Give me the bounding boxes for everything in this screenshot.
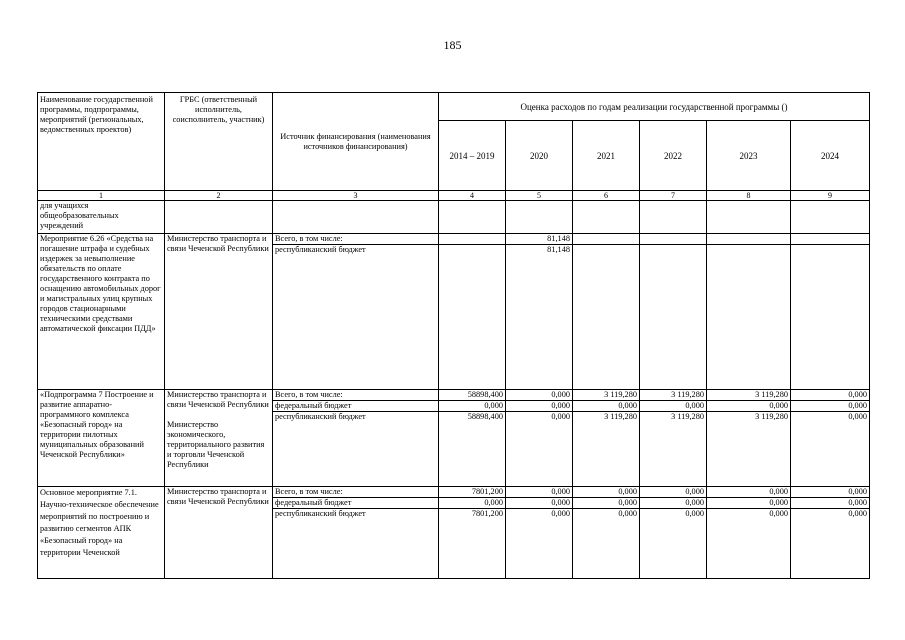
header-program-name: Наименование государственной программы, подпрограммы, мероприятий (региональных, ведомственных проектов): [38, 93, 165, 191]
value-cell: 58898,400: [439, 390, 506, 401]
row-grbs: Министерство транспорта и связи Чеченской Республики: [165, 234, 273, 390]
column-number: 5: [506, 191, 573, 201]
value-cell: 3 119,280: [640, 412, 707, 487]
value-cell: 0,000: [573, 487, 640, 498]
funding-source: Всего, в том числе:: [273, 234, 439, 245]
funding-source: федеральный бюджет: [273, 498, 439, 509]
value-cell: [640, 234, 707, 245]
value-cell: 0,000: [506, 509, 573, 579]
column-number: 3: [273, 191, 439, 201]
column-numbers-row: [38, 191, 870, 201]
value-cell: [791, 245, 870, 390]
funding-source: федеральный бюджет: [273, 401, 439, 412]
value-cell: 3 119,280: [707, 390, 791, 401]
value-cell: 0,000: [707, 401, 791, 412]
value-cell: [439, 234, 506, 245]
column-number: 2: [165, 191, 273, 201]
table-row: [38, 201, 870, 234]
value-cell: [707, 245, 791, 390]
column-number: 6: [573, 191, 640, 201]
column-number: 7: [640, 191, 707, 201]
grbs-ministry-transport: Министерство транспорта и связи Чеченской Республики: [167, 390, 269, 409]
value-cell: 81,148: [506, 245, 573, 390]
value-cell: 0,000: [791, 412, 870, 487]
header-year: 2024: [791, 121, 870, 191]
value-cell: 0,000: [506, 390, 573, 401]
value-cell: 0,000: [707, 498, 791, 509]
value-cell: 0,000: [707, 509, 791, 579]
value-cell: 3 119,280: [640, 390, 707, 401]
value-cell: 0,000: [791, 390, 870, 401]
value-cell: 0,000: [640, 498, 707, 509]
column-number: 8: [707, 191, 791, 201]
value-cell: 0,000: [640, 509, 707, 579]
funding-source: республиканский бюджет: [273, 412, 439, 487]
value-cell: 0,000: [506, 487, 573, 498]
funding-source: республиканский бюджет: [273, 509, 439, 579]
column-number: 4: [439, 191, 506, 201]
value-cell: 0,000: [439, 401, 506, 412]
header-year: 2020: [506, 121, 573, 191]
table-row: [38, 234, 870, 245]
header-expense-estimate: Оценка расходов по годам реализации государственной программы (): [439, 93, 870, 121]
value-cell: 0,000: [573, 401, 640, 412]
value-cell: 0,000: [506, 498, 573, 509]
header-year: 2023: [707, 121, 791, 191]
value-cell: [573, 234, 640, 245]
value-cell: 0,000: [640, 401, 707, 412]
grbs-ministry-economy: Министерство экономического, территориального развития и торговли Чеченской Республики: [167, 420, 265, 469]
value-cell: 0,000: [439, 498, 506, 509]
funding-source: республиканский бюджет: [273, 245, 439, 390]
row-grbs: [165, 201, 273, 234]
value-cell: 0,000: [791, 498, 870, 509]
row-name: для учащихся общеобразовательных учреждений: [38, 201, 165, 234]
row-name: Основное мероприятие 7.1. Научно-техническое обеспечение мероприятий по построению и развитию сегментов АПК «Безопасный город» на территории Чеченской: [38, 487, 165, 579]
value-cell: 0,000: [506, 412, 573, 487]
column-number: 1: [38, 191, 165, 201]
value-cell: 3 119,280: [707, 412, 791, 487]
value-cell: 0,000: [506, 401, 573, 412]
header-year: 2021: [573, 121, 640, 191]
value-cell: 3 119,280: [573, 412, 640, 487]
value-cell: 0,000: [573, 498, 640, 509]
row-name: Мероприятие 6.26 «Средства на погашение штрафа и судебных издержек за невыполнение обязательств по оплате государственного контракта по оснащению автомобильных дорог и магистральных улиц крупных городов стационарными техническими средствами автоматической фиксации ПДД»: [38, 234, 165, 390]
value-cell: 81,148: [506, 234, 573, 245]
header-funding-source: Источник финансирования (наименования источников финансирования): [273, 93, 439, 191]
row-grbs: Министерство транспорта и связи Чеченской Республики: [165, 487, 273, 579]
value-cell: [640, 245, 707, 390]
table-row: [38, 390, 870, 401]
value-cell: [573, 245, 640, 390]
column-number: 9: [791, 191, 870, 201]
header-grbs: ГРБС (ответственный исполнитель, соисполнитель, участник): [165, 93, 273, 191]
row-name: «Подпрограмма 7 Построение и развитие аппаратно-программного комплекса «Безопасный город» на территории пилотных муниципальных образований Чеченской Республики»: [38, 390, 165, 487]
value-cell: 58898,400: [439, 412, 506, 487]
value-cell: 0,000: [791, 487, 870, 498]
value-cell: 7801,200: [439, 487, 506, 498]
value-cell: 0,000: [573, 509, 640, 579]
value-cell: 0,000: [707, 487, 791, 498]
value-cell: 7801,200: [439, 509, 506, 579]
value-cell: 0,000: [791, 401, 870, 412]
value-cell: 3 119,280: [573, 390, 640, 401]
funding-source: Всего, в том числе:: [273, 487, 439, 498]
funding-source: Всего, в том числе:: [273, 390, 439, 401]
budget-table: [37, 92, 870, 579]
value-cell: [707, 234, 791, 245]
value-cell: [791, 234, 870, 245]
table-row: [38, 487, 870, 498]
page-number: 185: [443, 38, 462, 52]
header-year: 2022: [640, 121, 707, 191]
row-grbs: [165, 390, 273, 487]
value-cell: 0,000: [640, 487, 707, 498]
header-year: 2014 – 2019: [439, 121, 506, 191]
value-cell: 0,000: [791, 509, 870, 579]
value-cell: [439, 245, 506, 390]
